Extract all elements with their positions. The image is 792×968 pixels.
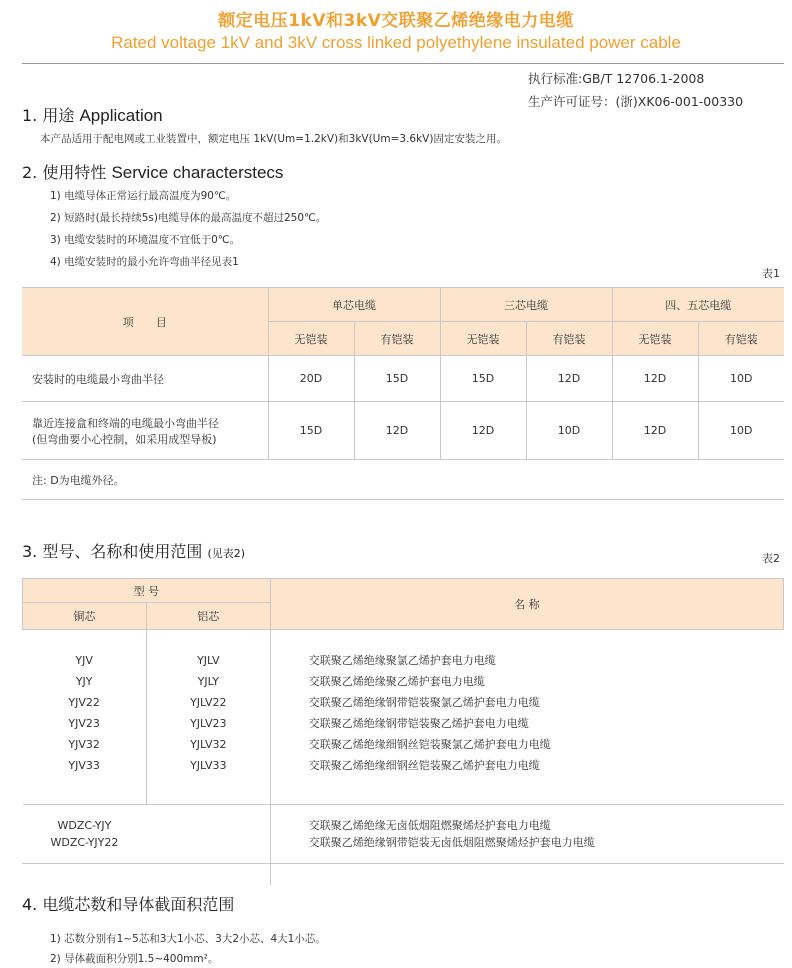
row-label-line: (但弯曲要小心控制，如采用成型导板)	[32, 432, 217, 446]
license-text: 生产许可证号：(浙)XK06-001-00330	[528, 94, 744, 109]
model-code: WDZC-YJY22	[50, 836, 119, 849]
service-item: 3) 电缆安装时的环境温度不宜低于0℃。	[50, 234, 241, 246]
section-1-heading	[22, 103, 163, 126]
model-code: YJLV22	[190, 696, 227, 709]
service-item: 1) 电缆导体正常运行最高温度为90℃。	[50, 190, 237, 202]
table-cell: 15D	[268, 402, 354, 460]
name-header: 名 称	[270, 579, 783, 630]
copper-models	[23, 630, 147, 805]
table-cell: 15D	[354, 356, 440, 402]
aluminum-header: 铝芯	[146, 603, 270, 630]
model-code: YJLV23	[190, 717, 227, 730]
sub-header: 无铠装	[612, 322, 698, 356]
service-item: 4) 电缆安装时的最小允许弯曲半径见表1	[50, 256, 239, 268]
range-item: 1) 芯数分别有1~5芯和3大1小芯、3大2小芯、4大1小芯。	[50, 933, 326, 945]
cable-name: 交联聚乙烯绝缘细钢丝铠装聚氯乙烯护套电力电缆	[308, 738, 551, 751]
section-3-heading	[22, 539, 245, 562]
model-code: WDZC-YJY	[57, 819, 112, 832]
table-row	[22, 356, 784, 402]
row-label-line: 靠近连接盒和终端的电缆最小弯曲半径	[32, 416, 219, 430]
table-row	[22, 402, 784, 460]
model-code: YJV	[75, 654, 93, 667]
aluminum-models	[146, 630, 270, 805]
sub-header: 有铠装	[354, 322, 440, 356]
table-2-number: 表2	[762, 552, 780, 565]
model-group-1	[23, 630, 784, 805]
group-header-four-five: 四、五芯电缆	[612, 288, 784, 322]
model-code: YJY	[75, 675, 93, 688]
table-cell: 10D	[698, 402, 784, 460]
table-cell: 12D	[526, 356, 612, 402]
aluminum-models-lszh	[146, 805, 270, 885]
model-code: YJLV	[197, 654, 220, 667]
row-label	[22, 402, 268, 460]
cable-name: 交联聚乙烯绝缘细钢丝铠装聚乙烯护套电力电缆	[308, 759, 540, 772]
model-code: YJLY	[197, 675, 219, 688]
table-cell: 10D	[698, 356, 784, 402]
section-4-number: 4.	[22, 895, 38, 914]
model-code: YJV23	[68, 717, 100, 730]
group-header-three: 三芯电缆	[440, 288, 612, 322]
bending-radius-table	[22, 287, 784, 500]
section-2-title-zh: 使用特性	[42, 163, 107, 182]
model-header: 型 号	[23, 579, 271, 603]
cable-name: 交联聚乙烯绝缘聚乙烯护套电力电缆	[308, 675, 485, 688]
cable-names	[270, 630, 783, 805]
model-name-table	[22, 578, 784, 885]
sub-header: 有铠装	[698, 322, 784, 356]
table-2-bottom-rule	[22, 863, 784, 864]
model-code: YJV22	[68, 696, 100, 709]
model-code: YJV33	[68, 759, 100, 772]
service-item: 2) 短路时(最长持续5s)电缆导体的最高温度不超过250℃。	[50, 212, 327, 224]
table-cell: 12D	[354, 402, 440, 460]
table-cell: 12D	[612, 402, 698, 460]
model-group-2	[23, 805, 784, 885]
section-1-title-en: Application	[79, 106, 163, 125]
table-cell: 10D	[526, 402, 612, 460]
section-1-text: 本产品适用于配电网或工业装置中，额定电压 1kV(Um=1.2kV)和3kV(Um=3.6kV)固定安装之用。	[40, 133, 507, 145]
standard-text: 执行标准:GB/T 12706.1-2008	[528, 71, 705, 86]
model-code: YJLV32	[190, 738, 227, 751]
section-2-heading	[22, 160, 283, 183]
section-3-title-zh: 型号、名称和使用范围	[42, 542, 203, 561]
table-cell: 15D	[440, 356, 526, 402]
sub-header: 无铠装	[440, 322, 526, 356]
range-item: 2) 导体截面积分别1.5~400mm²。	[50, 953, 219, 965]
table-1-number: 表1	[762, 267, 780, 280]
page-title: 额定电压1kV和3kV交联聚乙烯绝缘电力电缆	[218, 11, 574, 31]
section-2-number: 2.	[22, 163, 38, 182]
model-code: YJV32	[68, 738, 100, 751]
section-2-title-en: Service characterstecs	[111, 163, 284, 182]
cable-name: 交联聚乙烯绝缘钢带铠装聚氯乙烯护套电力电缆	[308, 696, 540, 709]
section-1-title-zh: 用途	[42, 106, 75, 125]
section-4-title-zh: 电缆芯数和导体截面积范围	[42, 895, 235, 914]
section-1-number: 1.	[22, 106, 38, 125]
item-header: 项 目	[22, 288, 268, 356]
model-code: YJLV33	[190, 759, 227, 772]
sub-header: 有铠装	[526, 322, 612, 356]
cable-name: 交联聚乙烯绝缘钢带铠装聚乙烯护套电力电缆	[308, 717, 529, 730]
cable-name: 交联聚乙烯绝缘聚氯乙烯护套电力电缆	[308, 654, 496, 667]
section-3-number: 3.	[22, 542, 38, 561]
table-note: 注: D为电缆外径。	[22, 460, 784, 500]
table-cell: 12D	[440, 402, 526, 460]
row-label: 安装时的电缆最小弯曲半径	[22, 356, 268, 402]
table-cell: 12D	[612, 356, 698, 402]
section-4-heading	[22, 892, 234, 915]
copper-header: 铜芯	[23, 603, 147, 630]
table-cell: 20D	[268, 356, 354, 402]
cable-name: 交联聚乙烯绝缘钢带铠装无卤低烟阻燃聚烯烃护套电力电缆	[308, 836, 595, 849]
header-divider	[22, 63, 784, 64]
sub-header: 无铠装	[268, 322, 354, 356]
cable-name: 交联聚乙烯绝缘无卤低烟阻燃聚烯烃护套电力电缆	[308, 819, 551, 832]
cable-names-lszh	[270, 805, 783, 885]
group-header-single: 单芯电缆	[268, 288, 440, 322]
section-3-title-suffix: (见表2)	[207, 547, 246, 560]
page-subtitle: Rated voltage 1kV and 3kV cross linked polyethylene insulated power cable	[111, 33, 681, 52]
copper-models-lszh	[23, 805, 147, 885]
